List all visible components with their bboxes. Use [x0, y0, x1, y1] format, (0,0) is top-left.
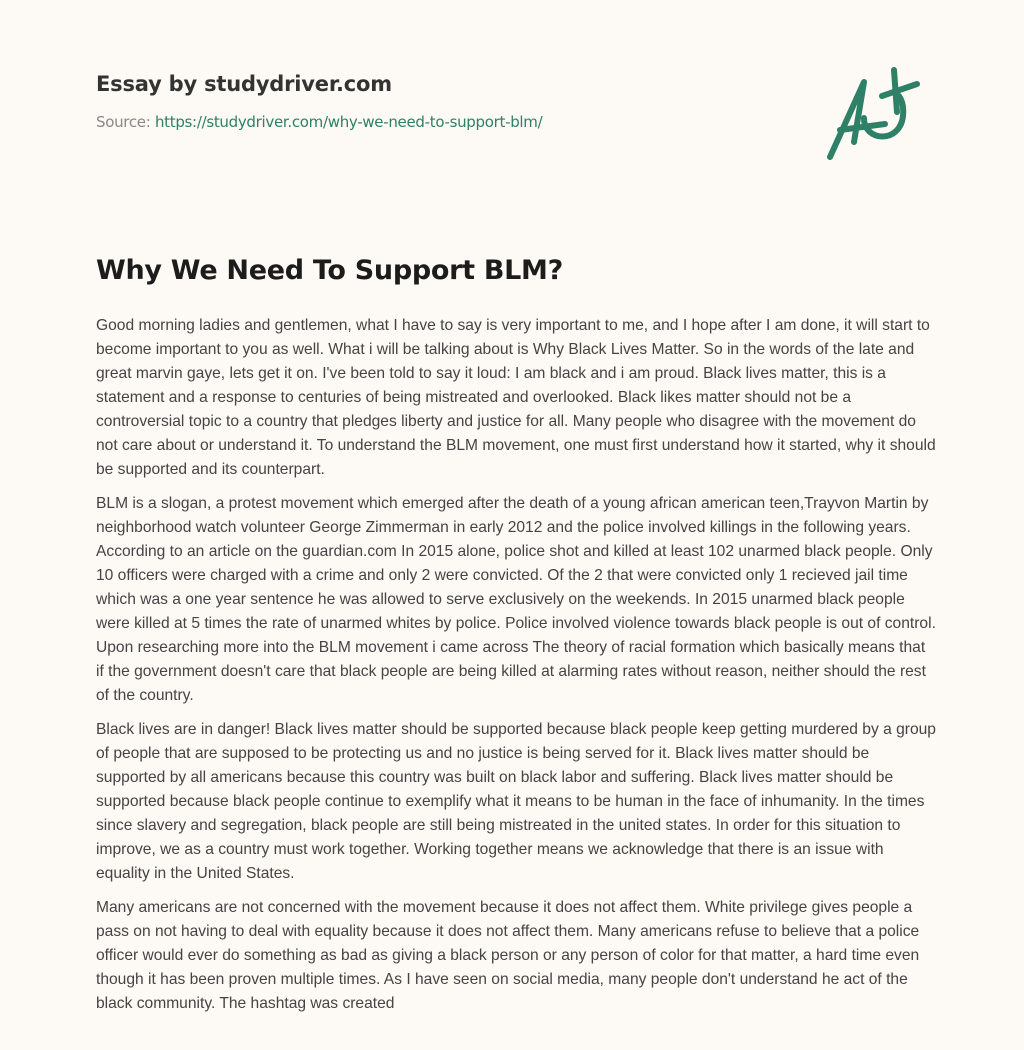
- essay-paragraph: Good morning ladies and gentlemen, what I have to say is very important to me, and I hope after I am done, it will start to become important to you as well. What i will be talking about is Why Black Lives Matter. So in the words of the late and great marvin gaye, lets get it on. I've been told to say it loud: I am black and i am proud. Black lives matter, this is a statement and a response to centuries of being mistreated and overlooked. Black likes matter should not be a controversial topic to a country that pledges liberty and justice for all. Many people who disagree with the movement do not care about or understand it. To understand the BLM movement, one must first understand how it started, why it should be supported and its counterpart.: [96, 317, 936, 478]
- source-label: Source:: [96, 113, 155, 131]
- source-link[interactable]: https://studydriver.com/why-we-need-to-support-blm/: [154, 113, 543, 131]
- page-header: [96, 72, 796, 131]
- essay-paragraph: Black lives are in danger! Black lives matter should be supported because black people keep getting murdered by a group of people that are supposed to be protecting us and no justice is being served for it. Black lives matter should be supported by all americans because this country was built on black labor and suffering. Black lives matter should be supported because black people continue to exemplify what it means to be human in the face of inhumanity. In the times since slavery and segregation, black people are still being mistreated in the united states. In order for this situation to improve, we as a country must work together. Working together means we acknowledge that there is an issue with equality in the United States.: [96, 721, 936, 882]
- essay-body: [96, 314, 936, 1026]
- essay-title: Why We Need To Support BLM?: [96, 255, 563, 286]
- a-plus-grade-icon: [820, 64, 930, 164]
- essay-paragraph: Many americans are not concerned with the movement because it does not affect them. White privilege gives people a pass on not having to deal with equality because it does not affect them. Many americans refuse to believe that a police officer would ever do something as bad as giving a black person or any person of color for that matter, a hard time even though it has been proven multiple times. As I have seen on social media, many people don't understand he act of the black community. The hashtag was created: [96, 899, 920, 1012]
- brand-title: Essay by studydriver.com: [96, 72, 392, 96]
- source-line: [96, 113, 796, 131]
- essay-paragraph: BLM is a slogan, a protest movement which emerged after the death of a young african american teen,Trayvon Martin by neighborhood watch volunteer George Zimmerman in early 2012 and the police involved killings in the following years. According to an article on the guardian.com In 2015 alone, police shot and killed at least 102 unarmed black people. Only 10 officers were charged with a crime and only 2 were convicted. Of the 2 that were convicted only 1 recieved jail time which was a one year sentence he was allowed to serve exclusively on the weekends. In 2015 unarmed black people were killed at 5 times the rate of unarmed whites by police. Police involved violence towards black people is out of control. Upon researching more into the BLM movement i came across The theory of racial formation which basically means that if the government doesn't care that black people are being killed at alarming rates without reason, neither should the rest of the country.: [96, 495, 936, 704]
